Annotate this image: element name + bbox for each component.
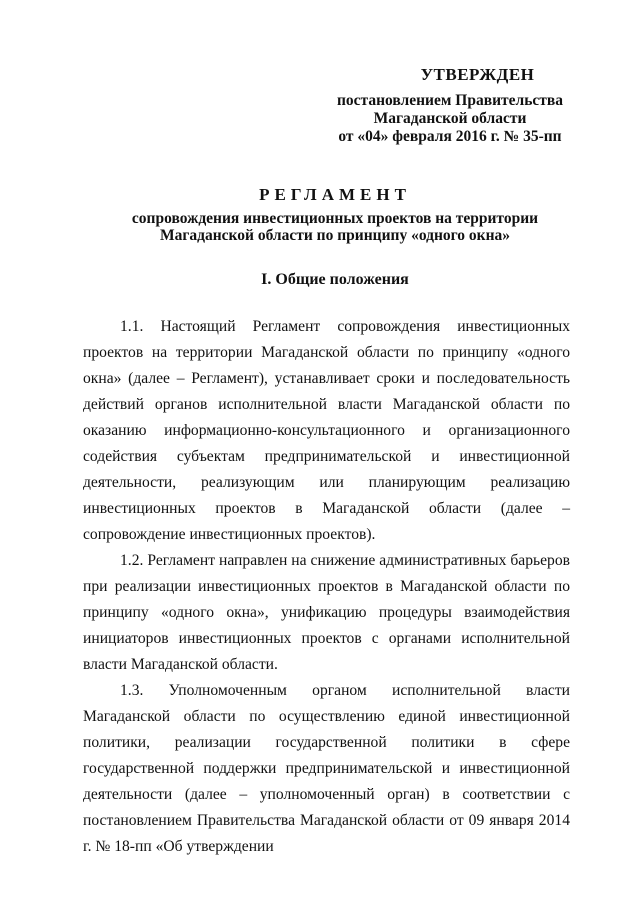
subtitle-line-1: сопровождения инвестиционных проектов на территории <box>131 210 539 227</box>
paragraph-1-3: 1.3. Уполномоченным органом исполнительной власти Магаданской области по осуществлению единой инвестиционной политики, реализации государственной политики в сфере государственной поддержки предпринимательской и инвестиционной деятельности (далее – уполномоченный орган) в соответствии с постановлением Правительства Магаданской области от 09 января 2014 г. № 18-пп «Об утверждении <box>83 682 570 855</box>
approval-line-3: от «04» февраля 2016 г. № 35-пп <box>338 128 562 145</box>
paragraph-1-2: 1.2. Регламент направлен на снижение административных барьеров при реализации инвестиционных проектов в Магаданской области по принципу «одного окна», унификацию процедуры взаимодействия инициаторов инвестиционных проектов с органами исполнительной власти Магаданской области. <box>83 552 570 673</box>
approval-stamp <box>300 66 600 146</box>
approval-line-1: постановлением Правительства <box>336 92 564 109</box>
approval-line-2: Магаданской области <box>373 110 527 127</box>
section-heading: I. Общие положения <box>261 271 409 288</box>
approval-heading: УТВЕРЖДЕН <box>420 65 535 84</box>
document-subtitle <box>100 210 570 244</box>
paragraph-1-1: 1.1. Настоящий Регламент сопровождения инвестиционных проектов на территории Магаданской области по принципу «одного окна» (далее – Регламент), устанавливает сроки и последовательность действий органов исполнительной власти Магаданской области по оказанию информационно-консультационного и организационного содействия субъектам предпринимательской и инвестиционной деятельности, реализующим или планирующим реализацию инвестиционных проектов в Магаданской области (далее – сопровождение инвестиционных проектов). <box>83 318 570 543</box>
document-title: РЕГЛАМЕНТ <box>259 185 411 204</box>
subtitle-line-2: Магаданской области по принципу «одного окна» <box>159 227 511 244</box>
document-body <box>83 314 570 860</box>
